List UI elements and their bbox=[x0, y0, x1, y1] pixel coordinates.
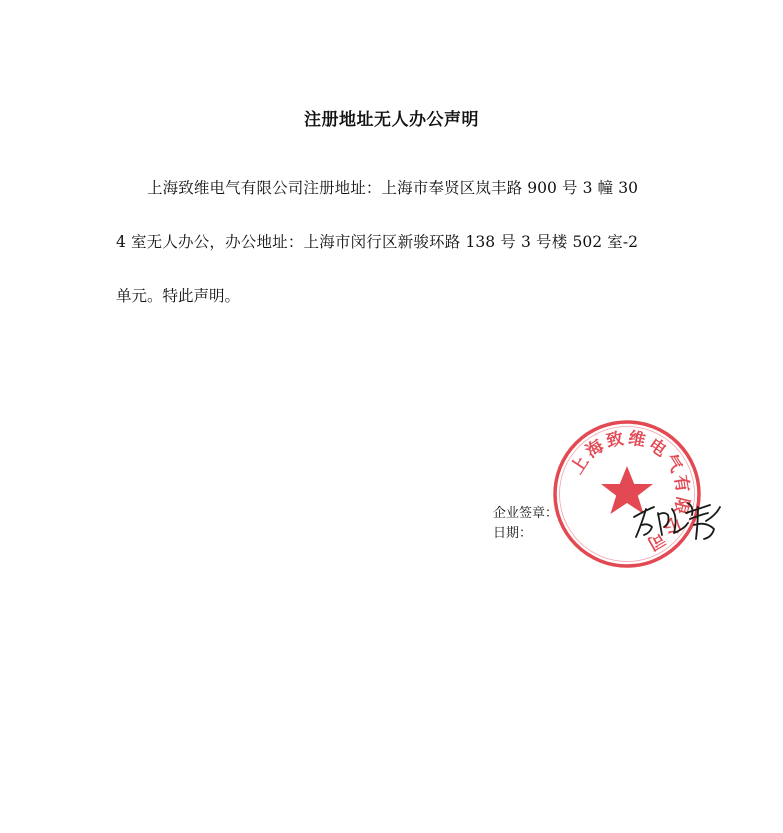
signature-block bbox=[493, 504, 558, 544]
document-title: 注册地址无人办公声明 bbox=[304, 110, 479, 130]
svg-text:上海致维电气有限公司: 上海致维电气有限公司 bbox=[567, 428, 693, 556]
declaration-body: 上海致维电气有限公司注册地址：上海市奉贤区岚丰路 900 号 3 幢 304 室无人办公，办公地址：上海市闵行区新骏环路 138 号 3 号楼 502 室-2 单元。特此声明。 bbox=[116, 179, 638, 305]
handwritten-signature bbox=[628, 493, 724, 543]
signature-label: 企业签章： bbox=[493, 506, 559, 521]
date-label: 日期： bbox=[493, 526, 533, 541]
